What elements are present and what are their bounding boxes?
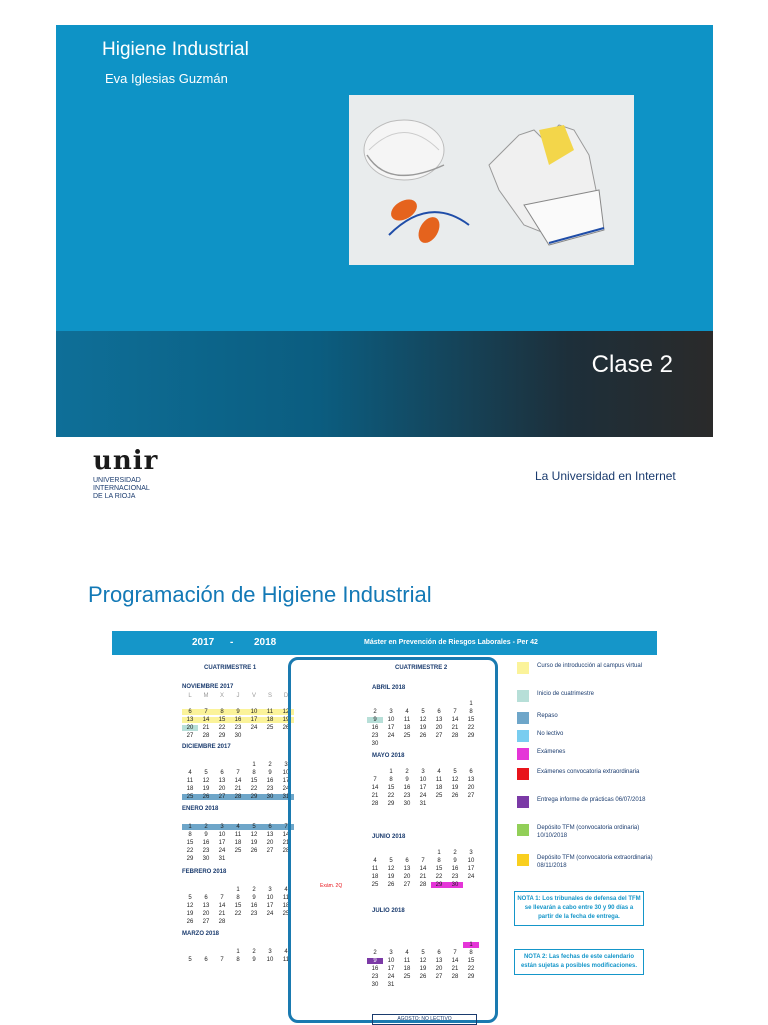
title-band	[56, 331, 713, 437]
year-separator: -	[230, 637, 234, 648]
august-note: AGOSTO: NO LECTIVO	[372, 1014, 477, 1025]
glove-icon	[489, 125, 604, 245]
logo-wordmark: unir	[93, 446, 159, 476]
title-slide	[56, 25, 713, 437]
month-title: JUNIO 2018	[372, 834, 406, 840]
year-start: 2017	[192, 637, 215, 648]
month-title: ABRIL 2018	[372, 685, 406, 691]
tagline: La Universidad en Internet	[535, 469, 676, 483]
month-title: FEBRERO 2018	[182, 869, 227, 875]
month-title: NOVIEMBRE 2017	[182, 684, 234, 690]
cuatrimestre-2-title: CUATRIMESTRE 2	[395, 665, 448, 671]
note-1: NOTA 1: Los tribunales de defensa del TFM se llevarán a cabo entre 30 y 90 días a partir de la fecha de entrega.	[514, 891, 644, 926]
logo-subline: INTERNACIONAL	[93, 485, 150, 492]
ppe-photo	[349, 95, 634, 265]
slide-author: Eva Iglesias Guzmán	[105, 71, 228, 86]
month-title: MAYO 2018	[372, 753, 405, 759]
month-title: JULIO 2018	[372, 908, 405, 914]
month-title: MARZO 2018	[182, 931, 220, 937]
exam-label: Exám. 2Q	[320, 883, 343, 889]
cuatrimestre-1-title: CUATRIMESTRE 1	[204, 665, 257, 671]
earplugs-icon	[387, 195, 469, 246]
unir-logo	[93, 447, 158, 501]
academic-calendar: 2017 - 2018 Máster en Prevención de Riesgos Laborales - Per 42 CUATRIMESTRE 1 CUATRIMESTRE 2 NOVIEMBRE 2017 L M X J V S D 6 7 8 9 10 11 12 13 14 15 16 17 18 19 20 21 22 23 24 25 26 27 28 29 30 DICIEMBRE 2017 1 2 3 4 5 6 7 8 9 10 11 12 13 14 15 16 17 18 19 20 21 22 23 24 25 26 27 28 29 30 31 ENERO 2018 1 2 3 4 5 6 7 8 9 10 11 12 13 14 15 16 17 18 19 20 21 22 23 24 25 26 27 28 29 30 31 FEBRERO 2018 1 2 3 4 5 6 7 8 9 10 11 12 13 14 15 16 17 18 19 20 21 22 23 24 25 26 27 28 MARZO 2018 1 2 3 4 5 6 7 8 9 10 11 ABRIL 2018 1 2 3 4 5 6 7 8 9 10 11 12 13 14 15 16 17 18 19 20 21 22 23 24 25 26 27 28 29 30 MAYO 2018 1 2 3 4 5 6 7 8 9 10 11 12 13 14 15 16 17 18 19 20 21 22 23 24 25 26 27 28 29 30 31 JUNIO 2018 1 2 3 4 5 6 7 8 9 10 11 12 13 14 15 16 17 18 19 20 21 22 23 24 25 26 27 28 29 30 Exám. 2Q JULIO 2018 1 2 3 4 5 6 7 8 9 10 11 12 13 14 15 16 17 18 19 20 21 22 23 24 25 26 27 28 29 30 31 AGOSTO: NO LECTIVO Curso de introducción al campus virtual Inicio de cuatrimestre Repaso No lectivo Exámenes Exámenes convocatoria extraordinaria Entrega informe de prácticas 06/07/2018 Depósito TFM (convocatoria ordinaria) 10/10/2018 Depósito TFM (convocatoria extraordinaria) 08/11/2018 NOTA 1: Los tribunales de defensa del TFM se llevarán a cabo entre 30 y 90 días a partir de la fecha de entrega. NOTA 2: Las fechas de este calendario están sujetas a posibles modificaciones.	[112, 631, 657, 1024]
month-title: DICIEMBRE 2017	[182, 744, 231, 750]
month-title: ENERO 2018	[182, 806, 219, 812]
year-end: 2018	[254, 637, 277, 648]
section-title: Programación de Higiene Industrial	[88, 582, 432, 607]
logo-subline: UNIVERSIDAD	[93, 477, 141, 484]
program-name: Máster en Prevención de Riesgos Laborales - Per 42	[364, 639, 538, 646]
dust-mask-icon	[364, 120, 444, 180]
slide-title: Higiene Industrial	[102, 39, 249, 60]
class-number: Clase 2	[591, 351, 673, 378]
logo-subline: DE LA RIOJA	[93, 493, 136, 500]
calendar-header	[112, 631, 657, 655]
note-2: NOTA 2: Las fechas de este calendario están sujetas a posibles modificaciones.	[514, 949, 644, 975]
